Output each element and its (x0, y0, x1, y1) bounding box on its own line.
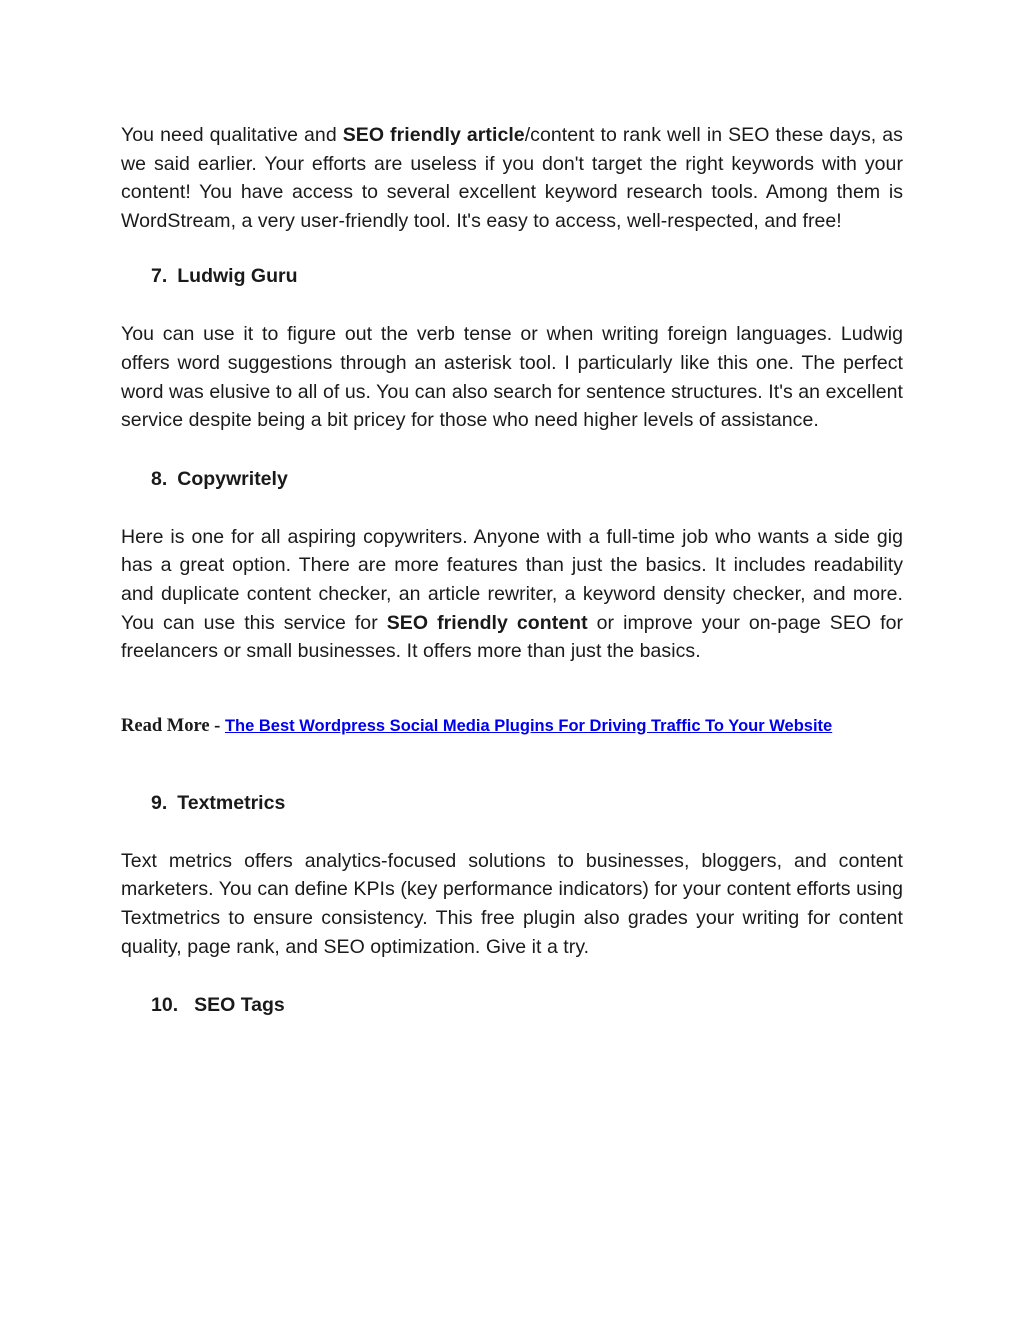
read-more-line (121, 712, 903, 740)
heading-number: 8. (151, 467, 168, 490)
textmetrics-paragraph: Text metrics offers analytics-focused solutions to businesses, bloggers, and content marketers. You can define KPIs (key performance indicators) for your content efforts using Textmetrics to ensure consistency. This free plugin also grades your writing for content quality, page rank, and SEO optimization. Give it a try. (121, 849, 903, 958)
read-more-link[interactable]: The Best Wordpress Social Media Plugins For Driving Traffic To Your Website (224, 716, 833, 735)
intro-text-end: /content to rank well in SEO these days, as we said earlier. Your efforts are useless if you don't target the right keywords with your content! You have access to several excellent keyword research tools. Among them is WordStream, a very user-friendly tool. It's easy to access, well-respected, and free! (121, 124, 903, 232)
heading-title: Textmetrics (177, 791, 286, 814)
heading-title: SEO Tags (194, 994, 285, 1017)
heading-seo-tags (121, 991, 903, 1019)
heading-title: Copywritely (177, 467, 288, 490)
heading-number: 9. (151, 791, 168, 814)
intro-bold-phrase: SEO friendly article (342, 124, 525, 146)
document-page (121, 121, 903, 1019)
copywritely-text-end: or improve your on-page SEO for freelancers or small businesses. It offers more than just the basics. (121, 611, 904, 663)
heading-copywritely (121, 465, 903, 493)
heading-ludwig-guru (121, 262, 903, 290)
copywritely-paragraph (121, 523, 903, 666)
ludwig-guru-paragraph: You can use it to figure out the verb tense or when writing foreign languages. Ludwig offers word suggestions through an asterisk tool. I particularly like this one. The perfect word was elusive to all of us. You can also search for sentence structures. It's an excellent service despite being a bit pricey for those who need higher levels of assistance. (121, 323, 903, 432)
read-more-label: Read More - (121, 715, 225, 736)
copywritely-text-start: Here is one for all aspiring copywriters. Anyone with a full-time job who wants a side gig has a great option. There are more features than just the basics. It includes readability and duplicate content checker, an article rewriter, a keyword density checker, and more. You can use this service for (121, 525, 903, 634)
heading-number: 10. (151, 994, 179, 1017)
copywritely-bold-phrase: SEO friendly content (386, 611, 588, 634)
heading-number: 7. (151, 265, 168, 288)
intro-paragraph (121, 121, 903, 235)
intro-text-start: You need qualitative and (121, 124, 343, 146)
heading-title: Ludwig Guru (177, 265, 298, 288)
heading-textmetrics (121, 789, 903, 817)
